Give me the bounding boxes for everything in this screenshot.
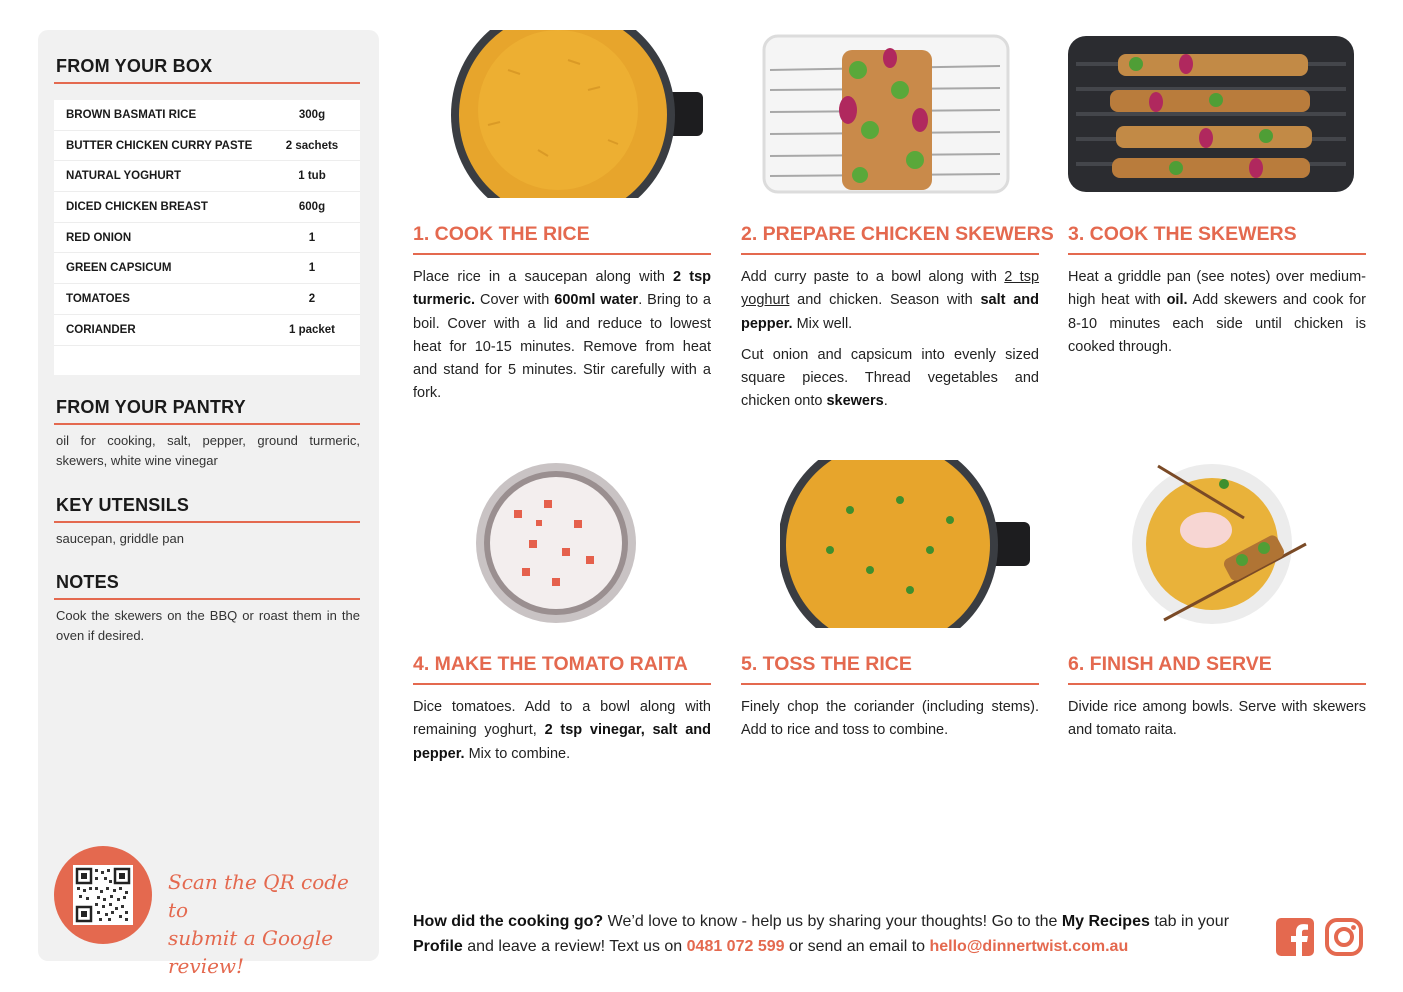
step-4-text: [413, 696, 711, 766]
ingredient-row: [54, 223, 360, 254]
text-segment: Cut onion and capsicum into evenly sized square pieces. Thread vegetables and chicken onto: [741, 346, 1039, 410]
step-rule: [741, 253, 1039, 255]
step-1-photo: [448, 30, 708, 198]
text-segment: Mix well.: [792, 315, 853, 332]
notes-text: Cook the skewers on the BBQ or roast them in the oven if desired.: [56, 608, 360, 643]
ingredient-quantity: 1: [308, 262, 316, 275]
ingredient-name: RED ONION: [66, 231, 132, 244]
utensils-text: saucepan, griddle pan: [56, 531, 184, 546]
step-2-photo: [760, 30, 1012, 198]
text-segment: How did the cooking go?: [413, 913, 604, 930]
step-1-title: 1. COOK THE RICE: [413, 223, 590, 245]
ingredient-quantity: 300g: [298, 108, 326, 121]
step-rule: [413, 253, 711, 255]
step-rule: [413, 683, 711, 685]
ingredient-row: [54, 161, 360, 192]
step-2-text: [741, 266, 1039, 414]
heading-rule: [54, 423, 360, 425]
qr-call-to-action: [168, 868, 368, 980]
text-segment: and leave a review! Text us on: [462, 938, 687, 955]
text-segment: Add curry paste to a bowl along with: [741, 269, 1005, 285]
text-segment: Divide rice among bowls. Serve with skewers and tomato raita.: [1068, 699, 1366, 739]
text-segment: salt and pepper.: [741, 292, 1039, 332]
qr-code-icon[interactable]: [73, 865, 133, 925]
ingredient-row: [54, 192, 360, 223]
text-segment: My Recipes: [1061, 913, 1150, 930]
step-6-photo: [1124, 460, 1310, 628]
text-segment: Profile: [413, 938, 463, 955]
text-segment: 2 tsp turmeric.: [413, 269, 711, 309]
text-segment: Mix to combine.: [464, 745, 571, 762]
text-segment: Add skewers and cook for 8-10 minutes each side until chicken is cooked through.: [1068, 292, 1366, 355]
qr-badge: [54, 846, 152, 944]
heading-rule: [54, 521, 360, 523]
ingredients-sidebar: [38, 30, 379, 978]
ingredient-name: DICED CHICKEN BREAST: [66, 200, 208, 213]
step-rule: [1068, 253, 1366, 255]
step-rule: [741, 683, 1039, 685]
step-3-photo: [1066, 34, 1356, 194]
pantry-heading: FROM YOUR PANTRY: [56, 397, 246, 417]
ingredient-name: BROWN BASMATI RICE: [66, 108, 197, 121]
ingredient-row: [54, 315, 360, 346]
ingredient-quantity: 2: [308, 292, 316, 305]
text-segment: 2 tsp yoghurt: [741, 269, 1040, 309]
ingredient-name: NATURAL YOGHURT: [66, 170, 181, 183]
step-2-title: 2. PREPARE CHICKEN SKEWERS: [741, 223, 1054, 245]
step-5-text: [741, 696, 1039, 743]
step-3-title: 3. COOK THE SKEWERS: [1068, 223, 1297, 245]
text-segment: Cover with: [475, 292, 555, 309]
step-paragraph: [741, 266, 1039, 336]
text-segment: oil.: [1166, 292, 1188, 309]
text-segment: Dice tomatoes. Add to a bowl along with remaining yoghurt,: [413, 699, 711, 739]
review-footer: [413, 909, 1263, 959]
ingredient-quantity: 1 tub: [298, 170, 326, 183]
step-4-photo: [474, 460, 638, 626]
text-segment: .: [883, 393, 888, 410]
qr-cta-line: submit a Google review!: [168, 926, 334, 978]
contact-link[interactable]: 0481 072 599: [686, 938, 785, 955]
utensils-heading: KEY UTENSILS: [56, 495, 190, 515]
step-paragraph: [741, 696, 1039, 743]
text-segment: skewers: [826, 393, 884, 410]
ingredient-row: [54, 284, 360, 315]
text-segment: Place rice in a saucepan along with: [413, 269, 674, 285]
text-segment: . Bring to a boil. Cover with a lid and reduce to lowest heat for 10-15 minutes. Remove from heat and stand for 5 minutes. Stir carefully with a fork.: [413, 292, 711, 402]
contact-link[interactable]: hello@dinnertwist.com.au: [929, 938, 1129, 955]
step-3-text: [1068, 266, 1366, 359]
ingredient-quantity: 600g: [298, 200, 326, 213]
step-rule: [1068, 683, 1366, 685]
heading-rule: [54, 598, 360, 600]
qr-cta-line: Scan the QR code to: [168, 870, 349, 922]
ingredient-name: BUTTER CHICKEN CURRY PASTE: [66, 139, 253, 152]
ingredient-row: [54, 131, 360, 162]
text-segment: tab in your: [1149, 913, 1230, 930]
instagram-icon[interactable]: [1325, 918, 1363, 956]
text-segment: We’d love to know - help us by sharing your thoughts! Go to the: [603, 913, 1062, 930]
step-paragraph: [413, 266, 711, 406]
text-segment: 2 tsp vinegar, salt and pepper.: [413, 722, 712, 762]
step-paragraph: [413, 696, 711, 766]
text-segment: Heat a griddle pan (see notes) over medium-high heat with: [1068, 269, 1366, 309]
text-segment: or send an email to: [784, 938, 930, 955]
facebook-icon[interactable]: [1276, 918, 1314, 956]
text-segment: and chicken. Season with: [789, 292, 981, 309]
pantry-text: oil for cooking, salt, pepper, ground turmeric, skewers, white wine vinegar: [56, 433, 360, 468]
ingredient-name: TOMATOES: [66, 292, 130, 305]
ingredient-quantity: 2 sachets: [285, 139, 339, 152]
notes-heading: NOTES: [56, 572, 120, 592]
step-6-title: 6. FINISH AND SERVE: [1068, 653, 1272, 675]
ingredient-row: [54, 100, 360, 131]
box-ingredients-table: [54, 100, 360, 375]
step-paragraph: [1068, 696, 1366, 743]
step-paragraph: [1068, 266, 1366, 359]
step-4-title: 4. MAKE THE TOMATO RAITA: [413, 653, 688, 675]
step-5-title: 5. TOSS THE RICE: [741, 653, 912, 675]
step-paragraph: [741, 344, 1039, 414]
step-1-text: [413, 266, 711, 406]
heading-rule: [54, 82, 360, 84]
step-5-photo: [780, 460, 1032, 628]
from-your-box-heading: FROM YOUR BOX: [56, 56, 213, 76]
text-segment: Finely chop the coriander (including stems). Add to rice and toss to combine.: [741, 699, 1039, 739]
text-segment: 600ml water: [554, 292, 639, 309]
ingredient-name: GREEN CAPSICUM: [66, 262, 172, 275]
step-6-text: [1068, 696, 1366, 743]
ingredient-quantity: 1 packet: [288, 323, 336, 336]
ingredient-name: CORIANDER: [66, 323, 136, 336]
ingredient-quantity: 1: [308, 231, 316, 244]
ingredient-row: [54, 253, 360, 284]
